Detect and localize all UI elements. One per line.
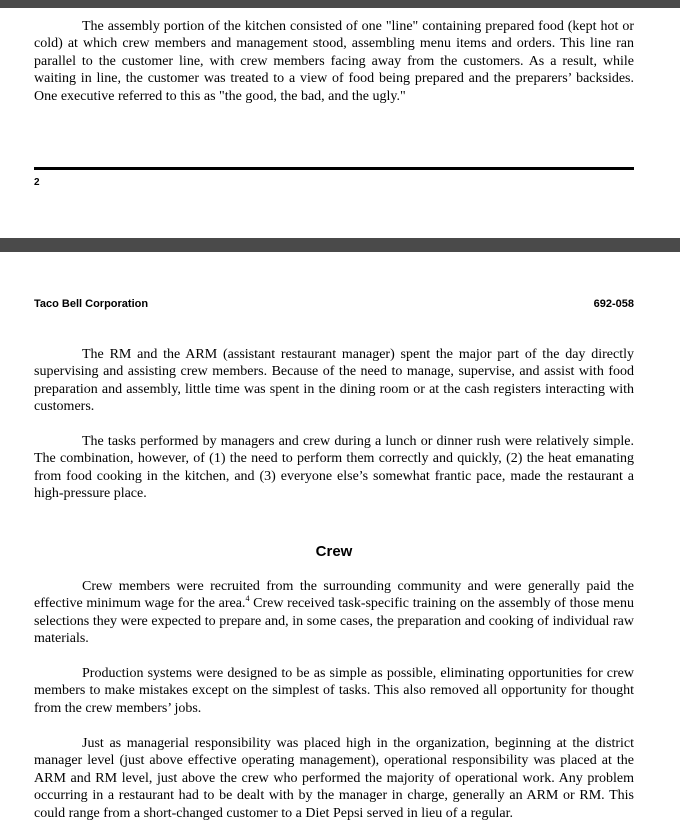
running-header-title: Taco Bell Corporation [34, 298, 149, 310]
footnote-marker: 4 [245, 594, 250, 604]
paragraph-crew-recruitment-end: Crew received task-specific training on the assembly of those menu selections they were expected to prepare and, in some cases, the preparation and cooking of individual raw materials. [34, 596, 634, 647]
section-heading-crew: Crew [315, 543, 353, 560]
paragraph-tasks: The tasks performed by managers and crew during a lunch or dinner rush were relatively simple. The combination, however, of (1) the need to perform them correctly and quickly, (2) the heat emanating from food cooking in the kitchen, and (3) everyone else’s somewhat frantic pace, made the restaurant a high-pressure place. [34, 434, 634, 502]
paragraph-production-systems: Production systems were designed to be as simple as possible, eliminating opportunities for crew members to make mistakes except on the simplest of tasks. This also removed all opportunity for thought from the crew members’ jobs. [34, 666, 634, 716]
page-separator [0, 238, 680, 252]
paragraph-assembly-line: The assembly portion of the kitchen consisted of one "line" containing prepared food (kept hot or cold) at which crew members and management stood, assembling menu items and orders. This line ran parallel to the customer line, with crew members facing away from the customers. As a result, while waiting in line, the customer was treated to a view of food being prepared and the preparers’ backsides. One executive referred to this as "the good, the bad, and the ugly." [34, 19, 634, 104]
paragraph-crew-recruitment [34, 578, 634, 648]
page-number: 2 [34, 177, 40, 188]
viewer-top-edge [0, 0, 680, 8]
paragraph-responsibility: Just as managerial responsibility was placed high in the organization, beginning at the district manager level (just above effective operating management), operational responsibility was placed at the ARM and RM level, just above the crew who performed the majority of operational work. Any problem occurring in a restaurant had to be dealt with by the manager in charge, generally an ARM or RM. This could range from a short-changed customer to a Diet Pepsi served in lieu of a regular. [34, 736, 634, 821]
paragraph-rm-arm: The RM and the ARM (assistant restaurant manager) spent the major part of the day directly supervising and assisting crew members. Because of the need to manage, supervise, and assist with food preparation and assembly, little time was spent in the dining room or at the cash registers interacting with customers. [34, 347, 634, 415]
running-header-case-number: 692-058 [593, 298, 634, 310]
paragraph-crew-recruitment-start: Crew members were recruited from the surrounding community and were generally paid the effective minimum wage for the area. [34, 579, 634, 612]
page-footer-rule [34, 167, 634, 170]
